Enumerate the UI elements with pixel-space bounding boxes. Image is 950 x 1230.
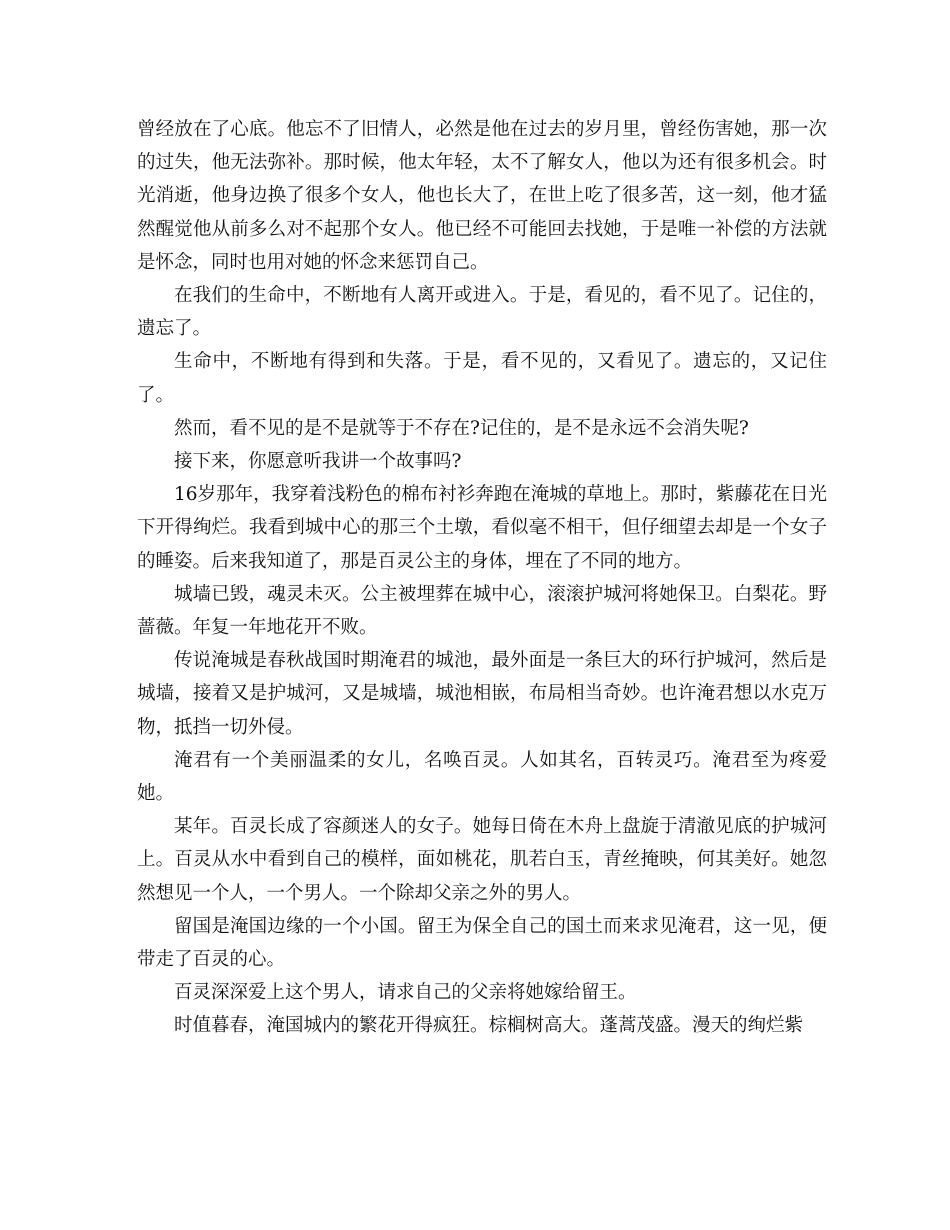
paragraph: 传说淹城是春秋战国时期淹君的城池，最外面是一条巨大的环行护城河，然后是城墙，接着又是护城河，又是城墙，城池相嵌，布局相当奇妙。也许淹君想以水克万物，抵挡一切外侵。: [137, 650, 827, 738]
paragraph: 淹君有一个美丽温柔的女儿，名唤百灵。人如其名，百转灵巧。淹君至为疼爱她。: [137, 749, 827, 805]
paragraph: 某年。百灵长成了容颜迷人的女子。她每日倚在木舟上盘旋于清澈见底的护城河上。百灵从水中看到自己的模样，面如桃花，肌若白玉，青丝掩映，何其美好。她忽然想见一个人，一个男人。一个除却父亲之外的男人。: [137, 816, 827, 904]
paragraph: 接下来，你愿意听我讲一个故事吗?: [174, 451, 462, 473]
paragraph: 百灵深深爱上这个男人，请求自己的父亲将她嫁给留王。: [174, 982, 637, 1004]
paragraph: 时值暮春，淹国城内的繁花开得疯狂。棕榈树高大。蓬蒿茂盛。漫天的绚烂紫: [174, 1015, 804, 1037]
paragraph: 曾经放在了心底。他忘不了旧情人，必然是他在过去的岁月里，曾经伤害她，那一次的过失，他无法弥补。那时候，他太年轻，太不了解女人，他以为还有很多机会。时光消逝，他身边换了很多个女人，他也长大了，在世上吃了很多苦，这一刻，他才猛然醒觉他从前多么对不起那个女人。他已经不可能回去找她，于是唯一补偿的方法就是怀念，同时也用对她的怀念来惩罚自己。: [137, 119, 827, 273]
paragraph: 生命中，不断地有得到和失落。于是，看不见的，又看见了。遗忘的，又记住了。: [137, 351, 827, 406]
paragraph: 然而，看不见的是不是就等于不存在?记住的，是不是永远不会消失呢?: [174, 417, 749, 439]
paragraph: 城墙已毁，魂灵未灭。公主被埋葬在城中心，滚滚护城河将她保卫。白梨花。野蔷薇。年复一年地花开不败。: [137, 583, 827, 639]
document-body: [137, 113, 827, 1043]
paragraph: 16岁那年，我穿着浅粉色的棉布衬衫奔跑在淹城的草地上。那时，紫藤花在日光下开得绚烂。我看到城中心的那三个土墩，看似毫不相干，但仔细望去却是一个女子的睡姿。后来我知道了，那是百灵公主的身体，埋在了不同的地方。: [137, 484, 827, 572]
paragraph: 留国是淹国边缘的一个小国。留王为保全自己的国土而来求见淹君，这一见，便带走了百灵的心。: [137, 915, 827, 971]
paragraph: 在我们的生命中，不断地有人离开或进入。于是，看见的，看不见了。记住的，遗忘了。: [137, 285, 827, 340]
